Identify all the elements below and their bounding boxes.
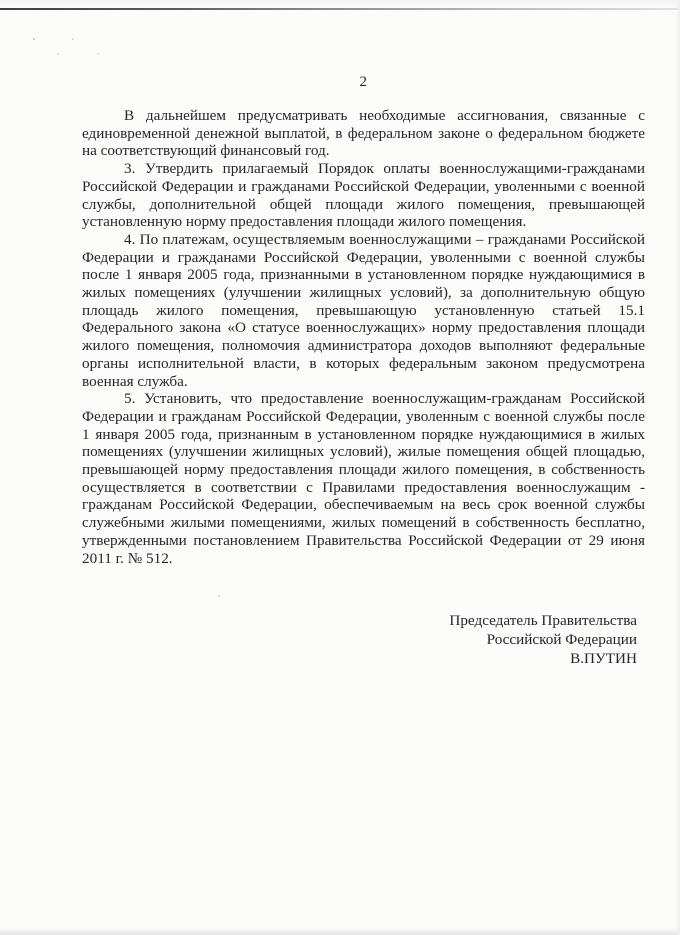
text-column — [82, 0, 645, 668]
signature-position-line2: Российской Федерации — [486, 631, 637, 649]
paragraph-item-4: 4. По платежам, осуществляемым военнослужащими – гражданами Российской Федерации и гражданами Российской Федерации, уволенными с военной службы после 1 января 2005 года, признанными в установленном порядке нуждающимися в жилых помещениях (улучшении жилищных условий), за дополнительную общую площадь жилого помещения, превышающую установленную статьей 15.1 Федерального закона «О статусе военнослужащих» норму предоставления площади жилого помещения, полномочия администратора доходов выполняют федеральные органы исполнительной власти, в которых федеральным законом предусмотрена военная служба. — [82, 230, 645, 390]
page-number: 2 — [359, 74, 368, 90]
paragraph-item-5: 5. Установить, что предоставление военнослужащим-гражданам Российской Федерации и гражданам Российской Федерации, уволенным с военной службы после 1 января 2005 года, признанным в установленном порядке нуждающимися в жилых помещениях (улучшении жилищных условий), жилые помещения общей площадью, превышающей норму предоставления площади жилого помещения, в собственность осуществляется в соответствии с Правилами предоставления военнослужащим - гражданам Российской Федерации, обеспечиваемым на весь срок военной службы служебными жилыми помещениями, жилых помещений в собственность бесплатно, утвержденными постановлением Правительства Российской Федерации от 29 июня 2011 г. № 512. — [82, 390, 645, 567]
scan-speck — [72, 38, 74, 40]
document-body — [82, 107, 645, 567]
signature-position-line1: Председатель Правительства — [449, 612, 637, 630]
scan-speck — [57, 53, 59, 55]
paragraph-continuation: В дальнейшем предусматривать необходимые ассигнования, связанные с единовременной денежной выплатой, в федеральном законе о федеральном бюджете на соответствующий финансовый год. — [82, 107, 645, 160]
signature-block — [82, 611, 645, 668]
scan-speck — [33, 38, 35, 40]
paragraph-item-3: 3. Утвердить прилагаемый Порядок оплаты военнослужащими-гражданами Российской Федерации и гражданами Российской Федерации, уволенными с военной службы, дополнительной общей площади жилого помещения, превышающей установленную норму предоставления площади жилого помещения. — [82, 160, 645, 231]
scan-edge-bottom — [0, 928, 680, 935]
scan-edge-right — [675, 0, 680, 935]
signature-name: В.ПУТИН — [570, 650, 637, 668]
